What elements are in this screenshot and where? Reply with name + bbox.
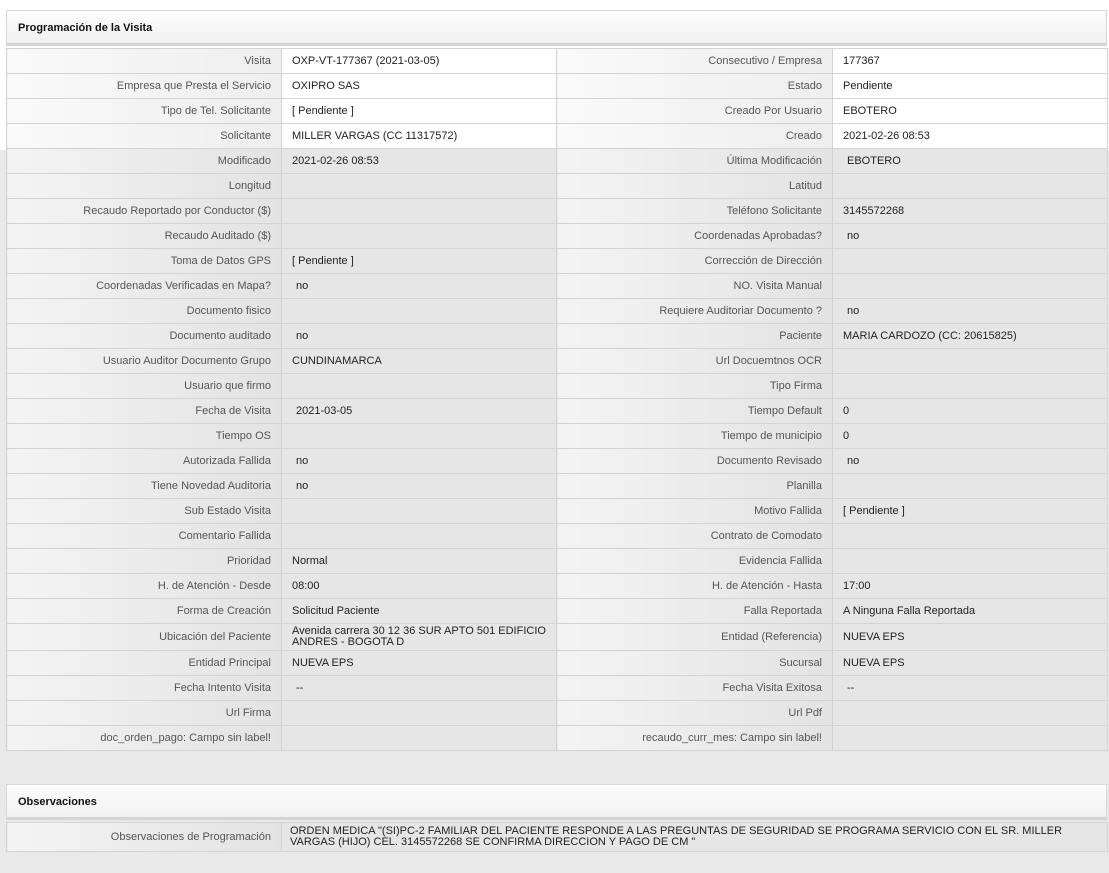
table-row [7,651,1108,676]
field-value: no [282,274,557,299]
table-row [7,299,1108,324]
table-row [7,676,1108,701]
field-value [282,701,557,726]
field-value [833,701,1108,726]
table-row [7,726,1108,751]
field-value: 17:00 [833,574,1108,599]
field-value: 3145572268 [833,199,1108,224]
field-value: [ Pendiente ] [833,499,1108,524]
field-label: Comentario Fallida [7,524,282,549]
table-row [7,224,1108,249]
field-value: 177367 [833,49,1108,74]
field-label: Requiere Auditoriar Documento ? [557,299,833,324]
table-row [7,274,1108,299]
table-row [7,199,1108,224]
field-label: Documento Revisado [557,449,833,474]
field-label: Autorizada Fallida [7,449,282,474]
field-label: Documento auditado [7,324,282,349]
field-value [282,299,557,324]
field-value: Avenida carrera 30 12 36 SUR APTO 501 EDIFICIO ANDRES - BOGOTA D [282,624,557,651]
field-value: no [833,224,1108,249]
field-label: Entidad (Referencia) [557,624,833,651]
field-label: Toma de Datos GPS [7,249,282,274]
observaciones-value: ORDEN MEDICA "(SI)PC-2 FAMILIAR DEL PACIENTE RESPONDE A LAS PREGUNTAS DE SEGURIDAD SE PROGRAMA SERVICIO CON EL SR. MILLER VARGAS (HIJO) CEL. 3145572268 SE CONFIRMA DIRECCION Y PAGO DE CM " [282,823,1108,852]
table-row [7,74,1108,99]
field-value [282,424,557,449]
field-label: Tiene Novedad Auditoria [7,474,282,499]
table-row [7,599,1108,624]
table-row [7,149,1108,174]
field-label: Latitud [557,174,833,199]
field-label: Solicitante [7,124,282,149]
table-row [7,49,1108,74]
field-value [282,224,557,249]
field-label: Recaudo Reportado por Conductor ($) [7,199,282,224]
table-row [7,324,1108,349]
table-row [7,449,1108,474]
field-label: Empresa que Presta el Servicio [7,74,282,99]
section-title: Observaciones [18,796,97,808]
field-label: Contrato de Comodato [557,524,833,549]
field-label: Creado [557,124,833,149]
field-value [282,524,557,549]
field-label: Motivo Fallida [557,499,833,524]
field-label: H. de Atención - Hasta [557,574,833,599]
table-row [7,701,1108,726]
field-value: 0 [833,399,1108,424]
field-value [282,499,557,524]
field-value: OXIPRO SAS [282,74,557,99]
field-label: Sub Estado Visita [7,499,282,524]
field-value: -- [282,676,557,701]
table-row [7,624,1108,651]
field-value: NUEVA EPS [282,651,557,676]
field-value [833,726,1108,751]
field-value: 2021-02-26 08:53 [282,149,557,174]
table-row [7,524,1108,549]
field-label: Modificado [7,149,282,174]
field-label: Consecutivo / Empresa [557,49,833,74]
field-value: no [833,449,1108,474]
table-row [7,374,1108,399]
field-label: Ubicación del Paciente [7,624,282,651]
field-label: Prioridad [7,549,282,574]
field-label: Última Modificación [557,149,833,174]
field-value: [ Pendiente ] [282,99,557,124]
field-label: H. de Atención - Desde [7,574,282,599]
field-value: NUEVA EPS [833,624,1108,651]
visit-details-table [6,48,1108,751]
field-value [282,374,557,399]
field-value [833,374,1108,399]
section-header-programacion [6,10,1107,46]
field-value: 2021-02-26 08:53 [833,124,1108,149]
field-label: Planilla [557,474,833,499]
table-row [7,549,1108,574]
field-value: CUNDINAMARCA [282,349,557,374]
table-row [7,249,1108,274]
table-row [7,99,1108,124]
field-label: Recaudo Auditado ($) [7,224,282,249]
observaciones-table [6,822,1108,852]
field-label: Usuario Auditor Documento Grupo [7,349,282,374]
field-value [282,174,557,199]
field-value: no [833,299,1108,324]
section-header-observaciones [6,784,1107,820]
field-value: no [282,449,557,474]
field-label: NO. Visita Manual [557,274,833,299]
field-value: 08:00 [282,574,557,599]
field-value [282,726,557,751]
field-value: 2021-03-05 [282,399,557,424]
field-value: MARIA CARDOZO (CC: 20615825) [833,324,1108,349]
field-label: Creado Por Usuario [557,99,833,124]
field-label: Teléfono Solicitante [557,199,833,224]
field-label: Tipo Firma [557,374,833,399]
field-label: Fecha Visita Exitosa [557,676,833,701]
table-row [7,424,1108,449]
field-label: Corrección de Dirección [557,249,833,274]
field-label: Fecha Intento Visita [7,676,282,701]
table-row [7,399,1108,424]
field-value [833,174,1108,199]
field-value: no [282,474,557,499]
table-row [7,499,1108,524]
field-label: Falla Reportada [557,599,833,624]
field-label: Evidencia Fallida [557,549,833,574]
field-label: Paciente [557,324,833,349]
field-value: A Ninguna Falla Reportada [833,599,1108,624]
table-row [7,574,1108,599]
field-label: recaudo_curr_mes: Campo sin label! [557,726,833,751]
section-title: Programación de la Visita [18,22,153,34]
field-value: 0 [833,424,1108,449]
field-label: Estado [557,74,833,99]
field-value: EBOTERO [833,99,1108,124]
field-value [833,249,1108,274]
field-label: Tiempo OS [7,424,282,449]
field-label: Tiempo de municipio [557,424,833,449]
field-value [833,474,1108,499]
field-label: Documento fisico [7,299,282,324]
field-value: -- [833,676,1108,701]
field-value: OXP-VT-177367 (2021-03-05) [282,49,557,74]
field-value [833,524,1108,549]
field-value: no [282,324,557,349]
field-label: doc_orden_pago: Campo sin label! [7,726,282,751]
field-value [833,349,1108,374]
field-label: Usuario que firmo [7,374,282,399]
field-label: Fecha de Visita [7,399,282,424]
field-label: Observaciones de Programación [7,823,282,852]
table-row [7,349,1108,374]
table-row [7,174,1108,199]
field-label: Url Docuemtnos OCR [557,349,833,374]
field-value: MILLER VARGAS (CC 11317572) [282,124,557,149]
field-label: Sucursal [557,651,833,676]
table-row [7,124,1108,149]
field-value: EBOTERO [833,149,1108,174]
field-label: Tiempo Default [557,399,833,424]
field-label: Visita [7,49,282,74]
field-label: Coordenadas Verificadas en Mapa? [7,274,282,299]
field-label: Tipo de Tel. Solicitante [7,99,282,124]
field-label: Coordenadas Aprobadas? [557,224,833,249]
field-label: Url Firma [7,701,282,726]
field-label: Forma de Creación [7,599,282,624]
field-label: Longitud [7,174,282,199]
field-value: NUEVA EPS [833,651,1108,676]
field-value [282,199,557,224]
table-row [7,474,1108,499]
field-label: Entidad Principal [7,651,282,676]
field-value [833,274,1108,299]
field-value [833,549,1108,574]
field-value: Normal [282,549,557,574]
field-value: Solicitud Paciente [282,599,557,624]
observaciones-row [7,823,1108,852]
field-value: [ Pendiente ] [282,249,557,274]
field-value: Pendiente [833,74,1108,99]
field-label: Url Pdf [557,701,833,726]
